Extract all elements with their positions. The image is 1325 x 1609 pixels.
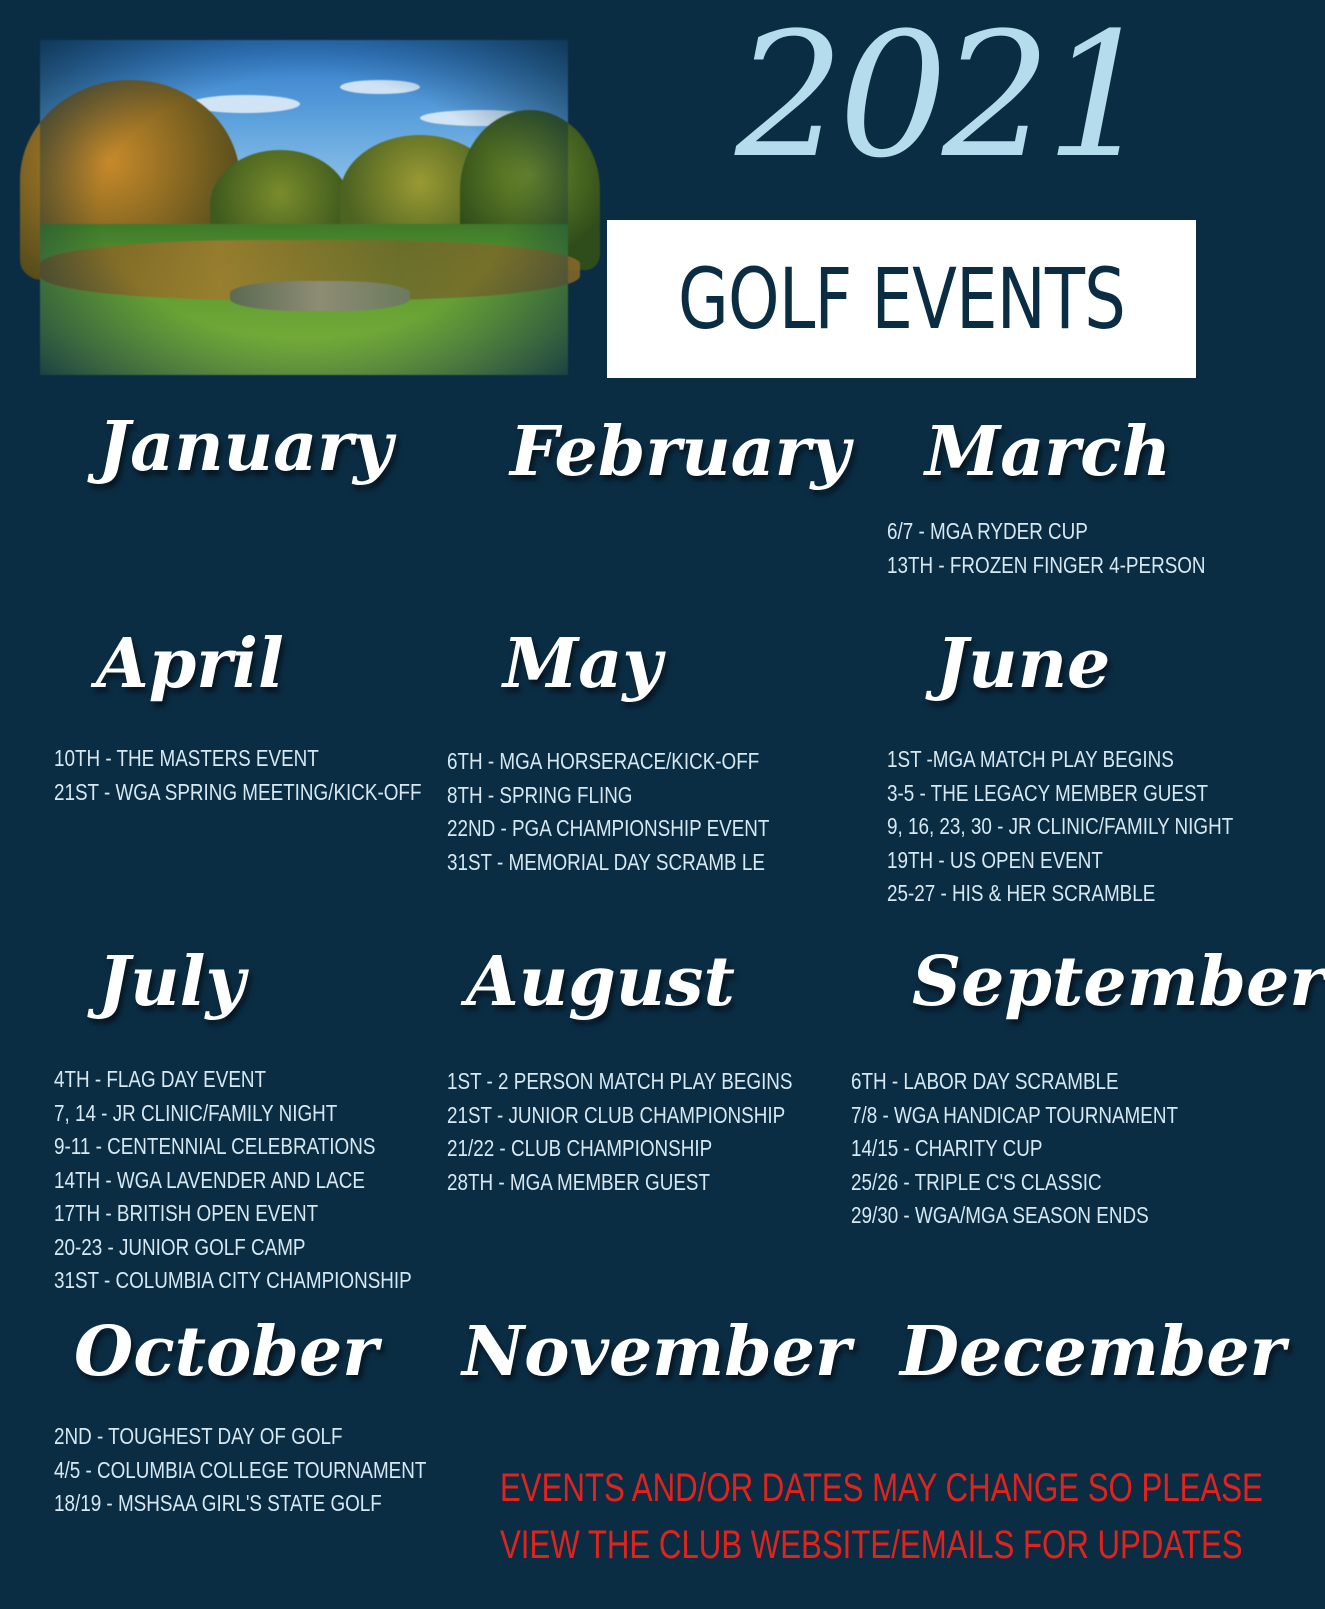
month-july: July	[98, 942, 245, 1022]
list-item: 1ST - 2 PERSON MATCH PLAY BEGINS	[447, 1068, 793, 1094]
list-item: 3-5 - THE LEGACY MEMBER GUEST	[887, 779, 1209, 806]
august-events	[447, 1065, 868, 1199]
list-item: 31ST - COLUMBIA CITY CHAMPIONSHIP	[54, 1267, 412, 1293]
list-item: 20-23 - JUNIOR GOLF CAMP	[54, 1233, 306, 1260]
month-december: December	[900, 1312, 1286, 1392]
list-item: 29/30 - WGA/MGA SEASON ENDS	[851, 1202, 1149, 1228]
june-events	[887, 743, 1309, 911]
list-item: 8TH - SPRING FLING	[447, 781, 633, 808]
list-item: 21/22 - CLUB CHAMPIONSHIP	[447, 1135, 713, 1161]
list-item: 4/5 - COLUMBIA COLLEGE TOURNAMENT	[54, 1456, 427, 1483]
list-item: 6TH - MGA HORSERACE/KICK-OFF	[447, 748, 760, 774]
list-item: 14/15 - CHARITY CUP	[851, 1135, 1043, 1161]
month-november: November	[462, 1312, 851, 1392]
list-item: 25-27 - HIS & HER SCRAMBLE	[887, 880, 1156, 906]
list-item: 9-11 - CENTENNIAL CELEBRATIONS	[54, 1133, 376, 1159]
year-title: 2021	[735, 0, 1149, 196]
may-events	[447, 745, 840, 879]
list-item: 7/8 - WGA HANDICAP TOURNAMENT	[851, 1101, 1178, 1128]
month-may: May	[503, 624, 662, 704]
list-item: 4TH - FLAG DAY EVENT	[54, 1066, 267, 1092]
list-item: 13TH - FROZEN FINGER 4-PERSON	[887, 551, 1206, 578]
september-events	[851, 1065, 1250, 1233]
list-item: 1ST -MGA MATCH PLAY BEGINS	[887, 746, 1174, 772]
golf-course-photo	[40, 40, 568, 375]
list-item: 6/7 - MGA RYDER CUP	[887, 518, 1088, 544]
october-events	[54, 1420, 508, 1521]
notice-line-1: EVENTS AND/OR DATES MAY CHANGE SO PLEASE	[500, 1466, 1263, 1510]
change-notice	[500, 1460, 1263, 1574]
list-item: 10TH - THE MASTERS EVENT	[54, 745, 319, 771]
list-item: 25/26 - TRIPLE C'S CLASSIC	[851, 1168, 1102, 1195]
list-item: 31ST - MEMORIAL DAY SCRAMB LE	[447, 848, 765, 875]
list-item: 19TH - US OPEN EVENT	[887, 846, 1103, 873]
list-item: 28TH - MGA MEMBER GUEST	[447, 1168, 711, 1195]
list-item: 9, 16, 23, 30 - JR CLINIC/FAMILY NIGHT	[887, 813, 1234, 839]
july-events	[54, 1063, 490, 1298]
month-september: September	[912, 942, 1325, 1022]
month-august: August	[466, 942, 735, 1022]
list-item: 2ND - TOUGHEST DAY OF GOLF	[54, 1423, 343, 1449]
list-item: 21ST - WGA SPRING MEETING/KICK-OFF	[54, 778, 422, 805]
notice-line-2: VIEW THE CLUB WEBSITE/EMAILS FOR UPDATES	[500, 1523, 1243, 1567]
april-events	[54, 742, 502, 809]
month-january: January	[98, 407, 393, 487]
month-february: February	[510, 412, 851, 492]
month-october: October	[74, 1312, 379, 1392]
title-banner	[607, 220, 1196, 378]
month-june: June	[936, 624, 1111, 704]
month-april: April	[96, 624, 284, 704]
list-item: 14TH - WGA LAVENDER AND LACE	[54, 1166, 365, 1193]
list-item: 17TH - BRITISH OPEN EVENT	[54, 1200, 319, 1226]
list-item: 7, 14 - JR CLINIC/FAMILY NIGHT	[54, 1099, 338, 1126]
list-item: 6TH - LABOR DAY SCRAMBLE	[851, 1068, 1119, 1094]
march-events	[887, 515, 1275, 582]
page-title: GOLF EVENTS	[677, 250, 1126, 348]
month-march: March	[925, 412, 1172, 492]
list-item: 18/19 - MSHSAA GIRL'S STATE GOLF	[54, 1490, 382, 1516]
list-item: 22ND - PGA CHAMPIONSHIP EVENT	[447, 815, 770, 841]
list-item: 21ST - JUNIOR CLUB CHAMPIONSHIP	[447, 1101, 786, 1128]
